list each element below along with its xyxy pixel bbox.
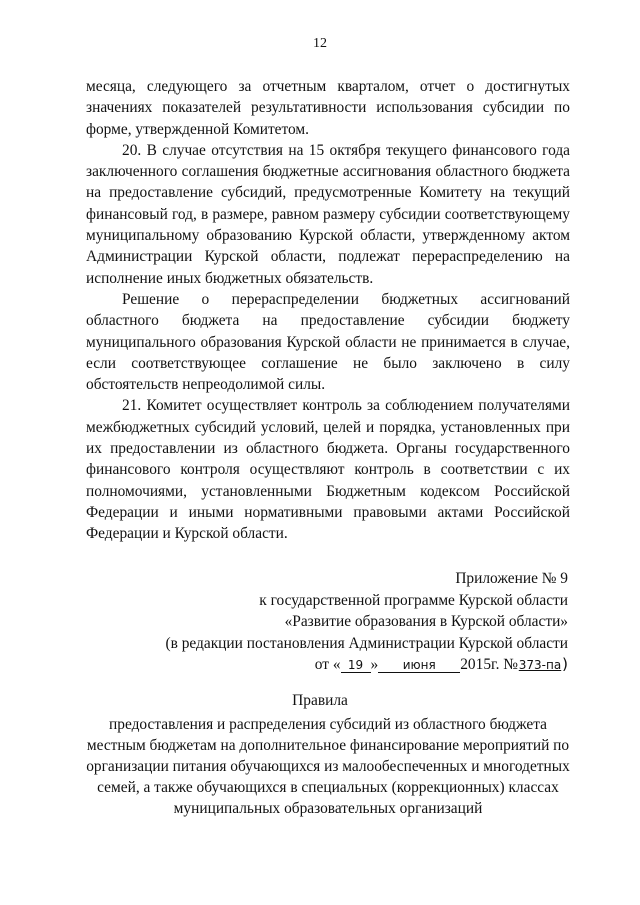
body-text (86, 76, 570, 545)
appendix-number: Приложение № 9 (455, 570, 568, 587)
paragraph-20: 20. В случае отсутствия на 15 октября текущего финансового года заключенного соглашения бюджетные ассигнования областного бюджета на предоставление субсидий, предусмотренные Комитету на текущий финансовый год, в размере, равном размеру субсидии соответствующему муниципальному образованию Курской области, утвержденному актом Администрации Курской области, подлежат перераспределению на исполнение иных бюджетных обязательств. (86, 141, 570, 287)
date-year: 2015г. № (460, 656, 518, 673)
rules-subtitle-line: предоставления и распределения субсидий из областного бюджета (109, 716, 547, 733)
rules-subtitle-line: муниципальных образовательных организаций (173, 800, 483, 817)
appendix-program: к государственной программе Курской области (259, 591, 568, 609)
paragraph-21: 21. Комитет осуществляет контроль за соблюдением получателями межбюджетных субсидий условий, целей и порядка, установленных при их предоставлении из областного бюджета. Органы государственного финансового контроля осуществляют контроль в соответствии с их полномочиями, установленными Бюджетным кодексом Российской Федерации и иными нормативными правовыми актами Российской Федерации и Курской области. (86, 397, 570, 543)
document-number: 373-па (518, 658, 562, 672)
page-number: 12 (313, 36, 327, 51)
appendix-date-line (98, 654, 568, 676)
appendix-edition: (в редакции постановления Администрации Курской области (165, 634, 568, 652)
close-paren: ) (561, 655, 568, 673)
date-month: июня (378, 658, 460, 673)
date-day: 19 (341, 658, 371, 673)
rules-subtitle-line: организации питания обучающихся из малообеспеченных и многодетных (86, 758, 570, 775)
rules-title: Правила (292, 692, 348, 709)
paragraph-continuation: месяца, следующего за отчетным кварталом, отчет о достигнутых значениях показателей результативности использования субсидии по форме, утвержденной Комитетом. (86, 78, 570, 138)
appendix-program-name: «Развитие образования в Курской области» (284, 613, 568, 630)
appendix-header (98, 568, 568, 676)
rules-subtitle (80, 714, 576, 819)
rules-subtitle-line: семей, а также обучающихся в специальных (коррекционных) классах (97, 779, 559, 796)
rules-subtitle-line: местным бюджетам на дополнительное финансирование мероприятий по (86, 737, 570, 754)
date-prefix: от « (314, 656, 341, 673)
date-mid: » (370, 656, 379, 673)
paragraph-redistribution: Решение о перераспределении бюджетных ассигнований областного бюджета на предоставление субсидии бюджету муниципального образования Курской области не принимается в случае, если соответствующее соглашение не было заключено в силу обстоятельств непреодолимой силы. (86, 290, 570, 394)
